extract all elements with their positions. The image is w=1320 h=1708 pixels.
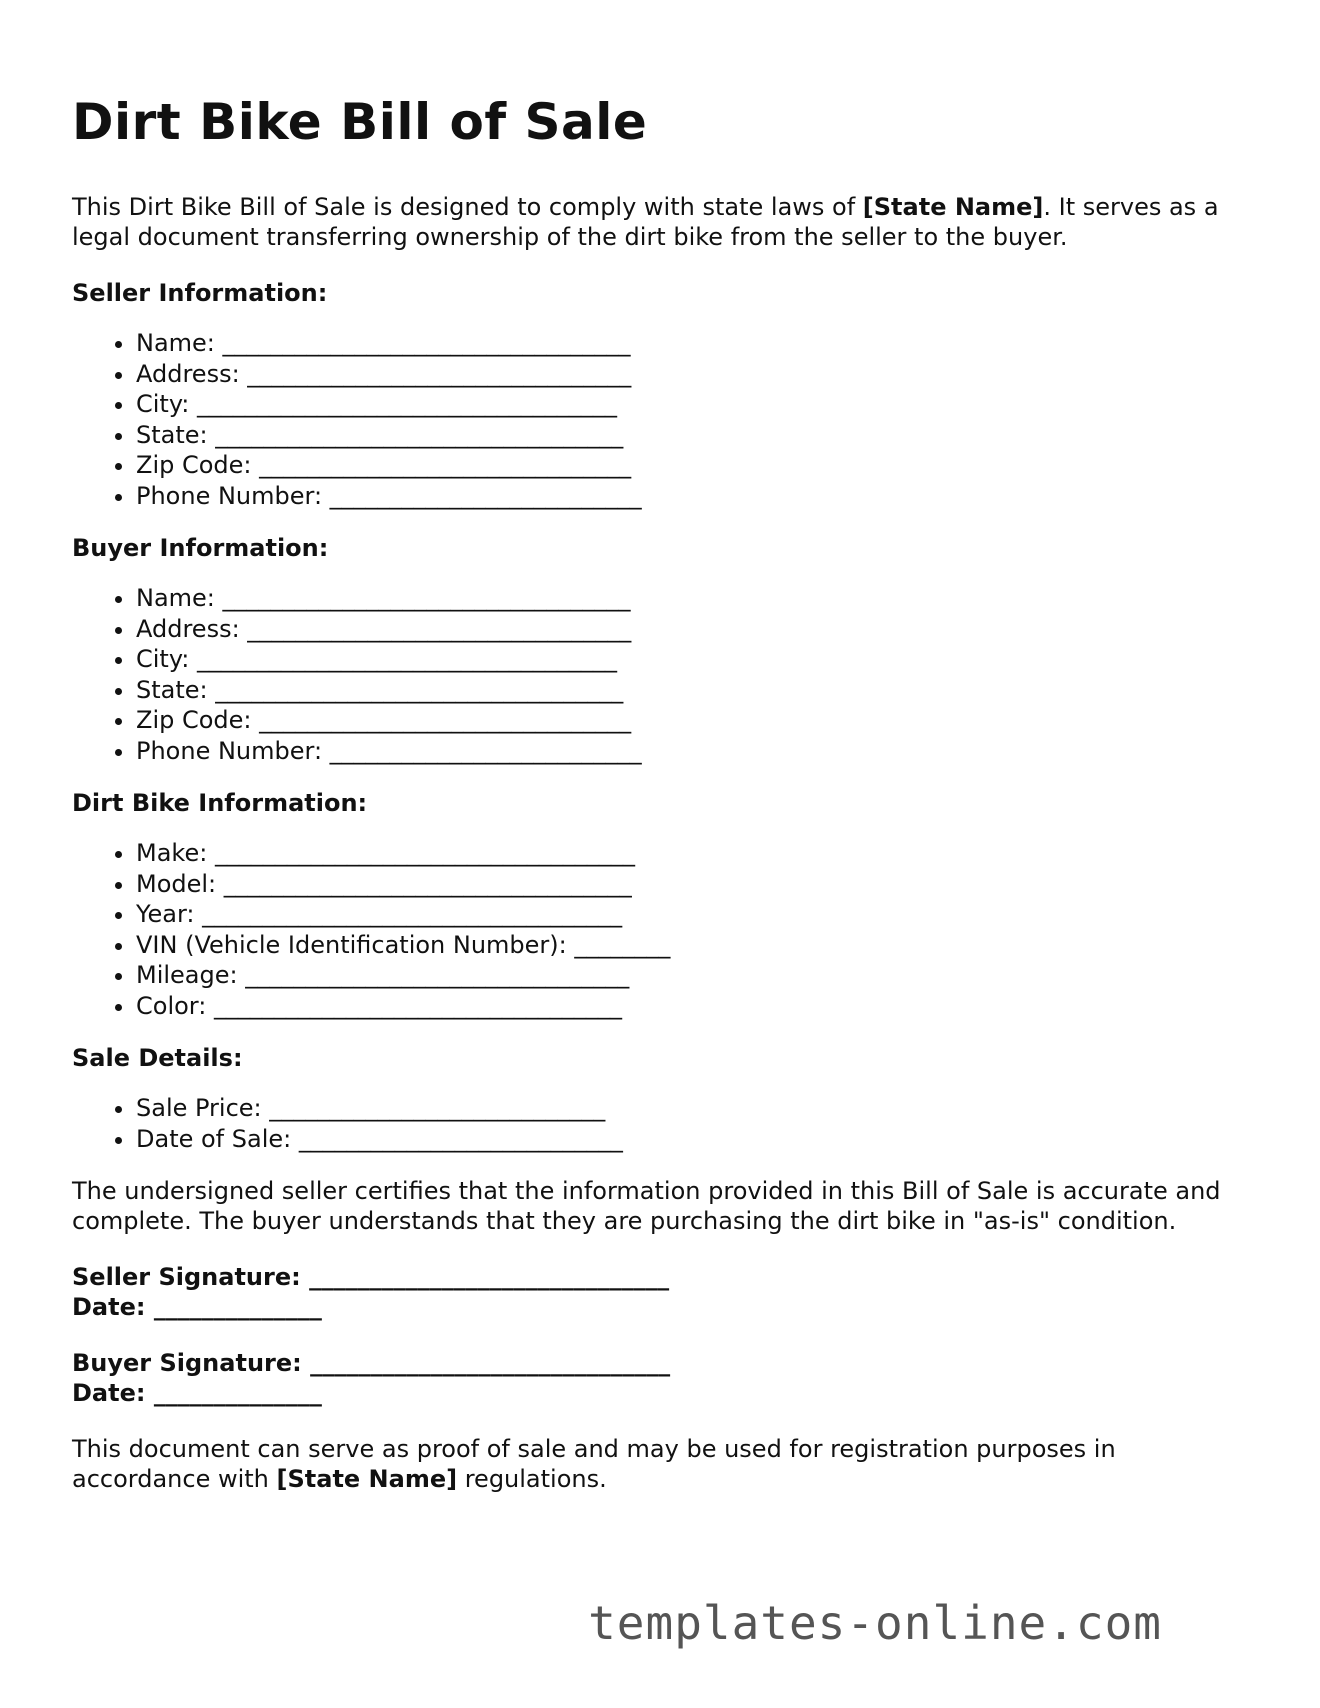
buyer-state-field: • State: __________________________________ [136,675,1252,706]
bike-fields-list [72,838,1252,1021]
seller-signature-block [72,1262,1252,1322]
closing-state-placeholder: [State Name] [276,1465,458,1493]
seller-address-field: • Address: ________________________________ [136,359,1252,390]
bike-vin-field: • VIN (Vehicle Identification Number): ________ [136,930,1252,961]
seller-heading: Seller Information: [72,279,328,307]
buyer-name-field: • Name: __________________________________ [136,583,1252,614]
document-title: Dirt Bike Bill of Sale [72,93,648,151]
certification-paragraph: The undersigned seller certifies that the information provided in this Bill of Sale is accurate and complete. The buyer understands that they are purchasing the dirt bike in "as-is" condition. [72,1177,1221,1235]
buyer-signature-block [72,1348,1252,1408]
sale-heading: Sale Details: [72,1044,243,1072]
seller-phone-field: • Phone Number: __________________________ [136,481,1252,512]
closing-paragraph [72,1434,1252,1494]
bike-model-field: • Model: __________________________________ [136,869,1252,900]
buyer-city-field: • City: ___________________________________ [136,644,1252,675]
buyer-phone-field: • Phone Number: __________________________ [136,736,1252,767]
seller-signature-line: Seller Signature: ______________________________ [72,1263,670,1291]
buyer-zip-field: • Zip Code: _______________________________ [136,705,1252,736]
seller-city-field: • City: ___________________________________ [136,389,1252,420]
buyer-heading: Buyer Information: [72,534,329,562]
intro-paragraph [72,192,1252,252]
seller-state-field: • State: __________________________________ [136,420,1252,451]
bike-mileage-field: • Mileage: ________________________________ [136,960,1252,991]
closing-text-before: This document can serve as proof of sale and may be used for registration purposes in accordance with [72,1435,1116,1493]
intro-text-before: This Dirt Bike Bill of Sale is designed to comply with state laws of [72,193,863,221]
seller-fields-list [72,328,1252,511]
buyer-fields-list [72,583,1252,766]
sale-price-field: • Sale Price: ____________________________ [136,1093,1252,1124]
sale-fields-list [72,1093,1252,1154]
bike-color-field: • Color: __________________________________ [136,991,1252,1022]
seller-date-line: Date: ______________ [72,1293,322,1321]
seller-zip-field: • Zip Code: _______________________________ [136,450,1252,481]
intro-text-after: . It serves as a legal document transferring ownership of the dirt bike from the seller to the buyer. [72,193,1219,251]
bike-heading: Dirt Bike Information: [72,789,368,817]
closing-text-after: regulations. [457,1465,607,1493]
bike-year-field: • Year: ___________________________________ [136,899,1252,930]
watermark-text: templates-online.com [588,1596,1162,1650]
seller-name-field: • Name: __________________________________ [136,328,1252,359]
buyer-signature-line: Buyer Signature: ______________________________ [72,1349,671,1377]
buyer-date-line: Date: ______________ [72,1379,322,1407]
intro-state-placeholder: [State Name] [862,193,1044,221]
bike-make-field: • Make: ___________________________________ [136,838,1252,869]
buyer-address-field: • Address: ________________________________ [136,614,1252,645]
document-page [72,92,1252,1520]
sale-date-field: • Date of Sale: ___________________________ [136,1124,1252,1155]
